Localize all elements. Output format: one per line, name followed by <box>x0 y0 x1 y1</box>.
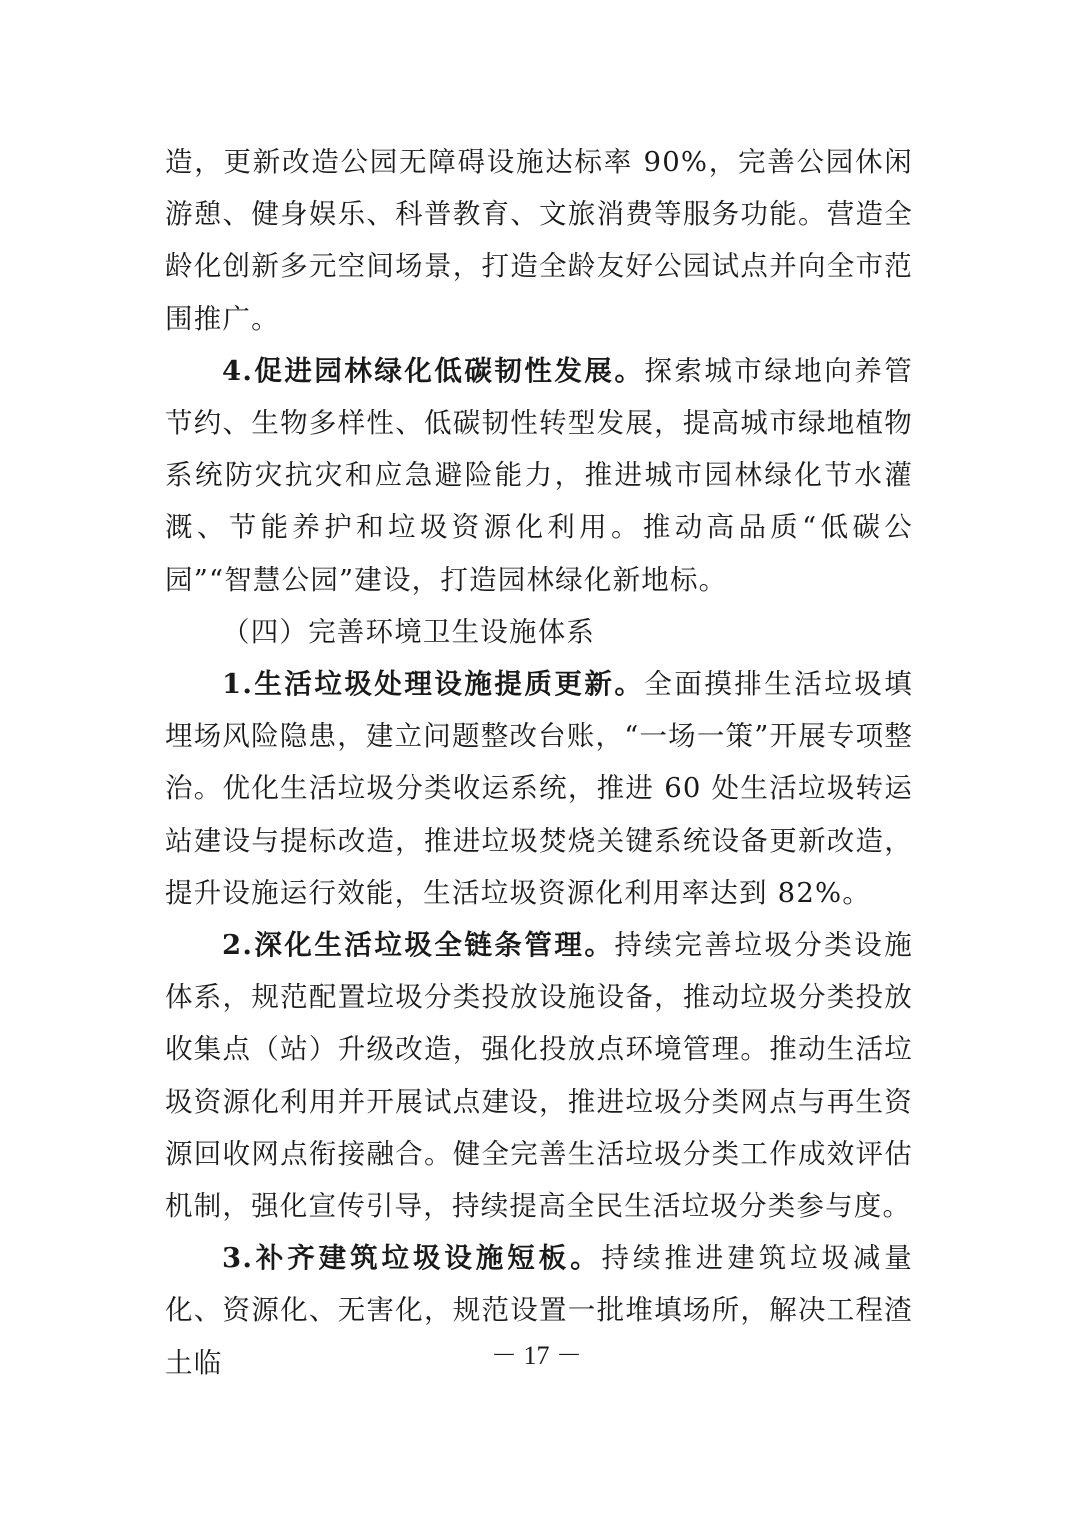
paragraph-text: 全面摸排生活垃圾填埋场风险隐患，建立问题整改台账，“一场一策”开展专项整治。优化生活垃圾分类收运系统，推进 60 处生活垃圾转运站建设与提标改造，推进垃圾焚烧关键系统设备更新改造，提升设施运行效能，生活垃圾资源化利用率达到 82%。 <box>165 668 914 909</box>
paragraph-title: 1.生活垃圾处理设施提质更新。 <box>222 668 645 701</box>
page-number: － 17 － <box>490 1341 582 1370</box>
paragraph-text: 造，更新改造公园无障碍设施达标率 90%，完善公园休闲游憩、健身娱乐、科普教育、文旅消费等服务功能。营造全龄化创新多元空间场景，打造全龄友好公园试点并向全市范围推广。 <box>165 146 913 335</box>
paragraph-continued <box>165 136 913 345</box>
paragraph-garbage-facilities <box>165 658 913 919</box>
paragraph-title: 4.促进园林绿化低碳韧性发展。 <box>222 354 645 387</box>
paragraph-low-carbon-landscaping <box>165 345 913 606</box>
paragraph-garbage-chain-management <box>165 919 913 1232</box>
paragraph-text: 探索城市绿地向养管节约、生物多样性、低碳韧性转型发展，提高城市绿地植物系统防灾抗灾和应急避险能力，推进城市园林绿化节水灌溉、节能养护和垃圾资源化利用。推动高品质“低碳公园”“智慧公园”建设，打造园林绿化新地标。 <box>165 354 913 596</box>
paragraph-title: 3.补齐建筑垃圾设施短板。 <box>222 1242 602 1275</box>
paragraph-text: 持续推进建筑垃圾减量化、资源化、无害化，规范设置一批堆填场所，解决工程渣土临 <box>165 1242 914 1379</box>
body-text <box>165 136 913 1389</box>
section-heading: （四）完善环境卫生设施体系 <box>222 615 596 648</box>
paragraph-title: 2.深化生活垃圾全链条管理。 <box>222 929 615 962</box>
paragraph-text: 持续完善垃圾分类设施体系，规范配置垃圾分类投放设施设备，推动垃圾分类投放收集点（站）升级改造，强化投放点环境管理。推动生活垃圾资源化利用并开展试点建设，推进垃圾分类网点与再生资源回收网点衔接融合。健全完善生活垃圾分类工作成效评估机制，强化宣传引导，持续提高全民生活垃圾分类参与度。 <box>165 929 913 1223</box>
